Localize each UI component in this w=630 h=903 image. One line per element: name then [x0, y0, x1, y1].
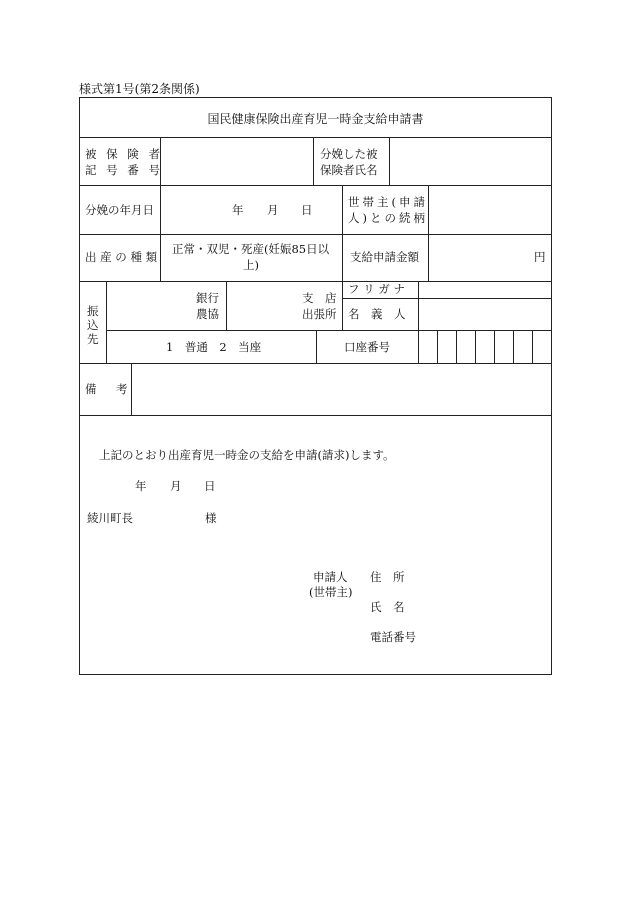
sign-day: 日: [204, 479, 216, 493]
address-label: 住 所: [370, 570, 405, 584]
application-statement: 上記のとおり出産育児一時金の支給を申請(請求)します。: [99, 448, 395, 462]
sub-branch-label: 出張所: [302, 307, 337, 321]
col-transfer: [106, 281, 107, 363]
date-year: 年: [232, 203, 244, 217]
date-month: 月: [267, 203, 279, 217]
delivered-name-label-2: 保険者氏名: [320, 163, 378, 177]
furigana-label: フ リ ガ ナ: [348, 282, 405, 296]
digit-6: [513, 330, 514, 363]
date-day: 日: [301, 203, 313, 217]
branch-label: 支 店: [302, 291, 337, 305]
relationship-label-2: 人)との続柄: [348, 211, 428, 225]
account-holder-label: 名 義 人: [348, 307, 406, 321]
birth-date-label: 分娩の年月日: [85, 203, 154, 217]
householder-label: (世帯主): [309, 585, 353, 599]
account-type-options: 1 普通 2 当座: [166, 340, 262, 354]
col-type: [316, 330, 317, 363]
transfer-label-3: 先: [87, 332, 99, 346]
sign-year: 年: [135, 479, 147, 493]
birth-type-label: 出 産 の 種 類: [85, 250, 158, 264]
digit-3: [456, 330, 457, 363]
applicant-label: 申請人: [313, 570, 348, 584]
col-remarks: [131, 363, 132, 415]
insured-symbol-label-2: 記 号 番 号: [85, 163, 163, 177]
rule-title: [80, 137, 551, 138]
digit-4: [475, 330, 476, 363]
birth-type-options-2: 上): [243, 258, 259, 272]
col-mid: [342, 185, 343, 330]
rule-row2: [80, 234, 551, 235]
agri-coop-label: 農協: [196, 307, 219, 321]
rule-furigana: [342, 298, 551, 299]
addressee: 綾川町長: [87, 511, 133, 525]
sign-month: 月: [170, 479, 182, 493]
remarks-label-2: 考: [116, 382, 128, 396]
digit-5: [494, 330, 495, 363]
col-holder: [418, 281, 419, 330]
col-r1b: [389, 137, 390, 185]
digit-7: [532, 330, 533, 363]
insured-symbol-label-1: 被 保 険 者: [85, 147, 163, 161]
form-number: 様式第1号(第2条関係): [79, 82, 200, 96]
rule-row1: [80, 185, 551, 186]
rule-bank: [106, 330, 551, 331]
col-r2: [428, 185, 429, 234]
col-r1a: [313, 137, 314, 185]
honorific: 様: [205, 511, 217, 525]
form-title: 国民健康保険出産育児一時金支給申請書: [207, 112, 424, 126]
rule-transfer: [80, 363, 551, 364]
transfer-label-2: 込: [87, 318, 99, 332]
delivered-name-label-1: 分娩した被: [320, 147, 378, 161]
rule-remarks: [80, 415, 551, 416]
relationship-label-1: 世帯主(申請: [348, 195, 428, 209]
phone-label: 電話番号: [370, 630, 416, 644]
bank-label: 銀行: [196, 291, 219, 305]
col-bank: [226, 281, 227, 330]
digit-2: [437, 330, 438, 363]
name-label: 氏 名: [370, 600, 405, 614]
rule-row3: [80, 281, 551, 282]
account-number-label: 口座番号: [344, 340, 390, 354]
amount-unit: 円: [534, 250, 546, 264]
digit-1: [418, 330, 419, 363]
amount-label: 支給申請金額: [350, 250, 419, 264]
application-form: [79, 97, 552, 675]
birth-type-options-1: 正常・双児・死産(妊娠85日以: [172, 242, 330, 256]
remarks-label-1: 備: [85, 382, 97, 396]
col-r3: [428, 234, 429, 281]
transfer-label-1: 振: [87, 304, 99, 318]
